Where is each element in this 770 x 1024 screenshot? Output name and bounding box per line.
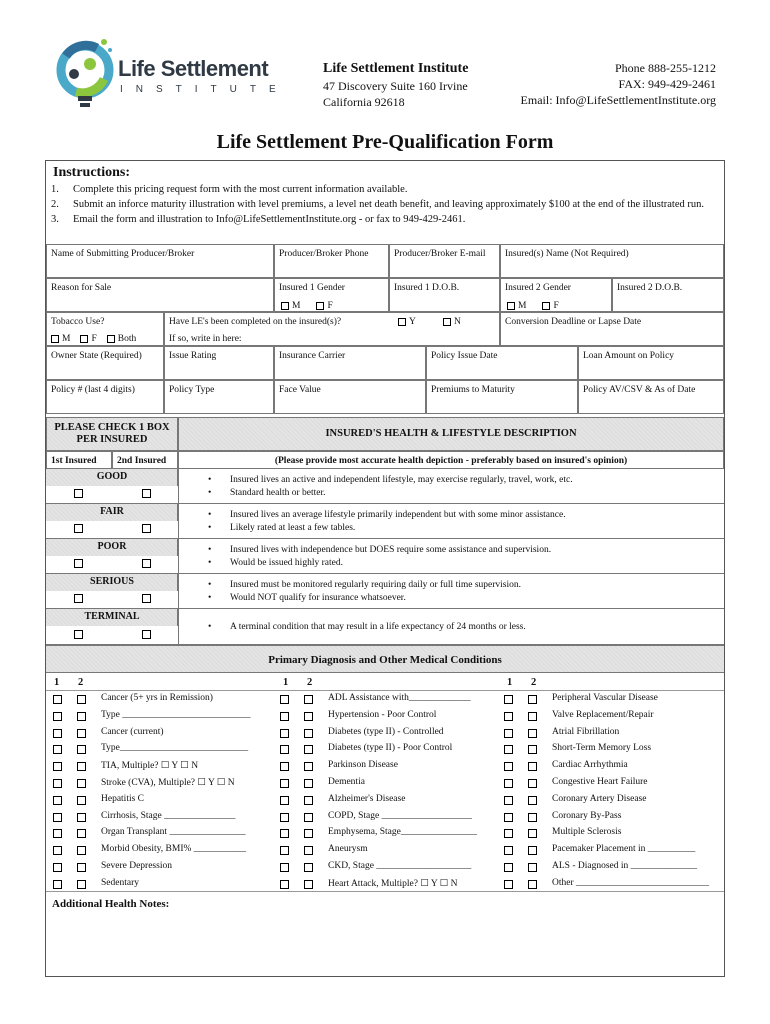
condition-label: Congestive Heart Failure xyxy=(552,777,648,787)
condition-label: Diabetes (type II) - Controlled xyxy=(328,726,444,737)
fax: FAX: 949-429-2461 xyxy=(618,77,716,91)
condition-label: Alzheimer's Disease xyxy=(328,793,406,804)
condition-label: Hypertension - Poor Control xyxy=(328,709,437,720)
insured2-checkbox[interactable] xyxy=(304,846,313,855)
email: Email: Info@LifeSettlementInstitute.org xyxy=(520,93,716,107)
logo-subtitle: INSTITUTE xyxy=(120,84,289,95)
insured1-checkbox[interactable] xyxy=(53,779,62,788)
les-no-checkbox[interactable] xyxy=(443,318,451,326)
insured1-checkbox[interactable] xyxy=(504,712,513,721)
condition-label: Emphysema, Stage________________ xyxy=(328,827,477,838)
conversion-deadline-field[interactable]: Conversion Deadline or Lapse Date xyxy=(500,312,724,346)
insured2-checkbox[interactable] xyxy=(528,712,537,721)
insured1-checkbox[interactable] xyxy=(504,762,513,771)
les-write-in[interactable]: If so, write in here: xyxy=(169,334,242,344)
condition-label: Severe Depression xyxy=(101,861,172,871)
policy-number-field[interactable]: Policy # (last 4 digits) xyxy=(46,380,164,414)
insured1-checkbox[interactable] xyxy=(53,863,62,872)
loan-amount-field[interactable]: Loan Amount on Policy xyxy=(578,346,724,380)
insured1-checkbox[interactable] xyxy=(280,846,289,855)
insured1-checkbox[interactable] xyxy=(504,863,513,872)
insured2-checkbox[interactable] xyxy=(528,729,537,738)
insured-names-field[interactable]: Insured(s) Name (Not Required) xyxy=(500,244,724,278)
condition-label: Hepatitis C xyxy=(101,793,145,804)
insured2-checkbox[interactable] xyxy=(304,695,313,704)
insured1-checkbox[interactable] xyxy=(504,729,513,738)
health-level-serious: SERIOUS • Insured must be monitored regularly requiring daily or full time supervision. • Would NOT qualify for insurance whatsoever. xyxy=(46,574,724,609)
insured1-male-checkbox[interactable] xyxy=(281,302,289,310)
instruction-item: 3. Email the form and illustration to Info@LifeSettlementInstitute.org - or fax to 949-429-2461. xyxy=(51,214,466,225)
tobacco-female-checkbox[interactable] xyxy=(80,335,88,343)
producer-phone-field[interactable]: Producer/Broker Phone xyxy=(274,244,389,278)
insured1-checkbox[interactable] xyxy=(53,695,62,704)
insured2-checkbox[interactable] xyxy=(528,863,537,872)
insured1-checkbox[interactable] xyxy=(504,796,513,805)
insured2-checkbox[interactable] xyxy=(528,695,537,704)
insured1-checkbox[interactable] xyxy=(504,779,513,788)
condition-label: Coronary By-Pass xyxy=(552,810,622,821)
diagnosis-column-a xyxy=(53,693,278,893)
condition-label: Dementia xyxy=(328,777,365,787)
insured1-checkbox[interactable] xyxy=(53,846,62,855)
diagnosis-column-c xyxy=(504,693,726,893)
poor-insured1-checkbox[interactable] xyxy=(74,559,83,568)
condition-label: Multiple Sclerosis xyxy=(552,827,622,838)
condition-label: Morbid Obesity, BMI% ___________ xyxy=(101,844,247,855)
insured1-checkbox[interactable] xyxy=(504,745,513,754)
insured1-checkbox[interactable] xyxy=(53,796,62,805)
tobacco-male-checkbox[interactable] xyxy=(51,335,59,343)
insured2-checkbox[interactable] xyxy=(77,880,86,889)
insured1-checkbox[interactable] xyxy=(280,695,289,704)
insured2-checkbox[interactable] xyxy=(304,712,313,721)
insured2-checkbox[interactable] xyxy=(304,829,313,838)
face-value-field[interactable]: Face Value xyxy=(274,380,426,414)
first-insured-column-label: 1st Insured xyxy=(46,451,112,469)
insured2-checkbox[interactable] xyxy=(304,813,313,822)
insured2-male-checkbox[interactable] xyxy=(507,302,515,310)
insured1-checkbox[interactable] xyxy=(53,829,62,838)
condition-label: Peripheral Vascular Disease xyxy=(552,693,658,703)
logo-wordmark: Life Settlement xyxy=(118,56,269,81)
insured2-checkbox[interactable] xyxy=(528,813,537,822)
insured1-checkbox[interactable] xyxy=(504,829,513,838)
col-c-num2: 2 xyxy=(531,677,537,688)
diagnosis-column-b xyxy=(280,693,505,893)
condition-label: Organ Transplant ________________ xyxy=(101,827,246,838)
org-address-block xyxy=(323,60,468,110)
insured1-gender-field: Insured 1 Gender M F xyxy=(274,278,389,312)
col-c-num1: 1 xyxy=(507,677,513,688)
insured2-checkbox[interactable] xyxy=(77,813,86,822)
condition-label: Cancer (current) xyxy=(101,726,164,737)
additional-notes-area[interactable] xyxy=(46,913,724,977)
insured1-checkbox[interactable] xyxy=(53,712,62,721)
condition-label: Type___________________________ xyxy=(101,743,249,754)
health-level-good: GOOD • Insured lives an active and independent lifestyle, may exercise regularly, travel, work, etc. • Standard health or better. xyxy=(46,469,724,504)
insured2-checkbox[interactable] xyxy=(528,779,537,788)
condition-label: Heart Attack, Multiple? ☐ Y ☐ N xyxy=(328,878,458,889)
insured2-checkbox[interactable] xyxy=(77,712,86,721)
form-body xyxy=(45,160,725,977)
condition-label: Cirrhosis, Stage _______________ xyxy=(101,810,236,821)
condition-label: Atrial Fibrillation xyxy=(552,726,620,737)
health-subheading: (Please provide most accurate health depiction - preferably based on insured's opinion) xyxy=(178,451,724,469)
condition-label: COPD, Stage ___________________ xyxy=(328,810,472,821)
col-b-num1: 1 xyxy=(283,677,289,688)
insured2-checkbox[interactable] xyxy=(304,779,313,788)
instruction-item: 2. Submit an inforce maturity illustration with level premiums, a level net death benefit, and leaving approximately $100 at the end of the illustrated run. xyxy=(51,199,704,210)
condition-label: TIA, Multiple? ☐ Y ☐ N xyxy=(101,761,199,772)
form-title: Life Settlement Pre-Qualification Form xyxy=(216,131,554,153)
fair-insured2-checkbox[interactable] xyxy=(142,524,151,533)
col-a-num2: 2 xyxy=(78,677,84,688)
condition-label: Stroke (CVA), Multiple? ☐ Y ☐ N xyxy=(101,778,235,788)
insured2-checkbox[interactable] xyxy=(304,796,313,805)
insured2-checkbox[interactable] xyxy=(77,762,86,771)
health-level-poor: POOR • Insured lives with independence but DOES require some assistance and supervision. • Would be issued highly rated. xyxy=(46,539,724,574)
condition-label: Valve Replacement/Repair xyxy=(552,709,654,720)
insured1-checkbox[interactable] xyxy=(53,813,62,822)
diagnosis-heading: Primary Diagnosis and Other Medical Conditions xyxy=(46,645,724,673)
logo xyxy=(52,34,289,112)
producer-email-field[interactable]: Producer/Broker E-mail xyxy=(389,244,500,278)
good-insured2-checkbox[interactable] xyxy=(142,489,151,498)
insured2-checkbox[interactable] xyxy=(77,779,86,788)
condition-label: ALS - Diagnosed in ______________ xyxy=(552,861,698,871)
insured2-checkbox[interactable] xyxy=(304,745,313,754)
check-one-box-heading: PLEASE CHECK 1 BOX PER INSURED xyxy=(46,417,178,451)
insured1-checkbox[interactable] xyxy=(53,729,62,738)
insured2-checkbox[interactable] xyxy=(77,846,86,855)
instruction-item: 1. Complete this pricing request form with the most current information available. xyxy=(51,184,408,195)
insured1-checkbox[interactable] xyxy=(280,796,289,805)
insured1-checkbox[interactable] xyxy=(280,863,289,872)
condition-label: Type ___________________________ xyxy=(101,709,251,720)
address-line2: California 92618 xyxy=(323,95,405,109)
condition-label: ADL Assistance with_____________ xyxy=(328,693,471,703)
insured2-checkbox[interactable] xyxy=(528,762,537,771)
logo-icon xyxy=(52,34,118,112)
insured2-checkbox[interactable] xyxy=(304,880,313,889)
insured2-checkbox[interactable] xyxy=(528,846,537,855)
insured1-checkbox[interactable] xyxy=(53,762,62,771)
instructions-list xyxy=(51,182,711,227)
premiums-to-maturity-field[interactable]: Premiums to Maturity xyxy=(426,380,578,414)
producer-name-field[interactable]: Name of Submitting Producer/Broker xyxy=(46,244,274,278)
les-yes-checkbox[interactable] xyxy=(398,318,406,326)
condition-label: Aneurysm xyxy=(328,844,368,855)
terminal-insured1-checkbox[interactable] xyxy=(74,630,83,639)
insured2-gender-field: Insured 2 Gender M F xyxy=(500,278,612,312)
instructions-heading: Instructions: xyxy=(53,165,131,180)
policy-type-field[interactable]: Policy Type xyxy=(164,380,274,414)
owner-state-field[interactable]: Owner State (Required) xyxy=(46,346,164,380)
serious-insured1-checkbox[interactable] xyxy=(74,594,83,603)
condition-label: Cancer (5+ yrs in Remission) xyxy=(101,693,213,703)
condition-label: Coronary Artery Disease xyxy=(552,793,647,804)
fair-insured1-checkbox[interactable] xyxy=(74,524,83,533)
insured2-checkbox[interactable] xyxy=(304,762,313,771)
condition-label: Other ____________________________ xyxy=(552,877,710,888)
insured1-checkbox[interactable] xyxy=(280,813,289,822)
insurance-carrier-field[interactable]: Insurance Carrier xyxy=(274,346,426,380)
health-description-heading: INSURED'S HEALTH & LIFESTYLE DESCRIPTION xyxy=(178,417,724,451)
reason-for-sale-field[interactable]: Reason for Sale xyxy=(46,278,274,312)
health-level-fair: FAIR • Insured lives an average lifestyle primarily independent but with some minor assistance. • Likely rated at least a few tables. xyxy=(46,504,724,539)
insured2-checkbox[interactable] xyxy=(304,729,313,738)
address-line1: 47 Discovery Suite 160 Irvine xyxy=(323,79,468,93)
col-b-num2: 2 xyxy=(307,677,313,688)
insured2-checkbox[interactable] xyxy=(77,796,86,805)
condition-label: CKD, Stage ____________________ xyxy=(328,861,472,871)
insured1-checkbox[interactable] xyxy=(53,880,62,889)
av-csv-field[interactable]: Policy AV/CSV & As of Date xyxy=(578,380,724,414)
insured1-checkbox[interactable] xyxy=(280,829,289,838)
insured1-checkbox[interactable] xyxy=(280,745,289,754)
insured2-checkbox[interactable] xyxy=(77,829,86,838)
policy-issue-date-field[interactable]: Policy Issue Date xyxy=(426,346,578,380)
additional-notes-label: Additional Health Notes: xyxy=(52,898,170,910)
insured2-checkbox[interactable] xyxy=(528,796,537,805)
insured1-checkbox[interactable] xyxy=(53,745,62,754)
issue-rating-field[interactable]: Issue Rating xyxy=(164,346,274,380)
condition-label: Short-Term Memory Loss xyxy=(552,743,652,754)
serious-insured2-checkbox[interactable] xyxy=(142,594,151,603)
tobacco-both-checkbox[interactable] xyxy=(107,335,115,343)
insured1-checkbox[interactable] xyxy=(504,846,513,855)
condition-label: Diabetes (type II) - Poor Control xyxy=(328,743,453,754)
insured2-checkbox[interactable] xyxy=(77,745,86,754)
insured2-checkbox[interactable] xyxy=(528,880,537,889)
phone: Phone 888-255-1212 xyxy=(615,61,716,75)
col-a-num1: 1 xyxy=(54,677,60,688)
condition-label: Cardiac Arrhythmia xyxy=(552,760,628,771)
insured2-female-checkbox[interactable] xyxy=(542,302,550,310)
insured1-checkbox[interactable] xyxy=(280,729,289,738)
les-completed-field: Have LE's been completed on the insured(s)? Y N If so, write in here: xyxy=(164,312,500,346)
poor-insured2-checkbox[interactable] xyxy=(142,559,151,568)
condition-label: Parkinson Disease xyxy=(328,760,398,771)
insured1-checkbox[interactable] xyxy=(504,813,513,822)
insured1-dob-field[interactable]: Insured 1 D.O.B. xyxy=(389,278,500,312)
insured2-checkbox[interactable] xyxy=(77,729,86,738)
insured1-checkbox[interactable] xyxy=(280,762,289,771)
insured1-checkbox[interactable] xyxy=(280,880,289,889)
tobacco-use-field: Tobacco Use? M F Both xyxy=(46,312,164,346)
insured2-checkbox[interactable] xyxy=(528,745,537,754)
condition-label: Pacemaker Placement in __________ xyxy=(552,844,696,855)
org-name: Life Settlement Institute xyxy=(323,61,469,76)
insured1-checkbox[interactable] xyxy=(504,880,513,889)
second-insured-column-label: 2nd Insured xyxy=(112,451,178,469)
insured1-female-checkbox[interactable] xyxy=(316,302,324,310)
insured2-dob-field[interactable]: Insured 2 D.O.B. xyxy=(612,278,724,312)
terminal-insured2-checkbox[interactable] xyxy=(142,630,151,639)
insured2-checkbox[interactable] xyxy=(528,829,537,838)
contact-block xyxy=(521,60,716,108)
insured1-checkbox[interactable] xyxy=(504,695,513,704)
good-insured1-checkbox[interactable] xyxy=(74,489,83,498)
condition-label: Sedentary xyxy=(101,877,139,888)
insured2-checkbox[interactable] xyxy=(304,863,313,872)
insured2-checkbox[interactable] xyxy=(77,695,86,704)
insured1-checkbox[interactable] xyxy=(280,779,289,788)
insured2-checkbox[interactable] xyxy=(77,863,86,872)
health-level-terminal: TERMINAL • A terminal condition that may result in a life expectancy of 24 months or less. xyxy=(46,609,724,645)
insured1-checkbox[interactable] xyxy=(280,712,289,721)
